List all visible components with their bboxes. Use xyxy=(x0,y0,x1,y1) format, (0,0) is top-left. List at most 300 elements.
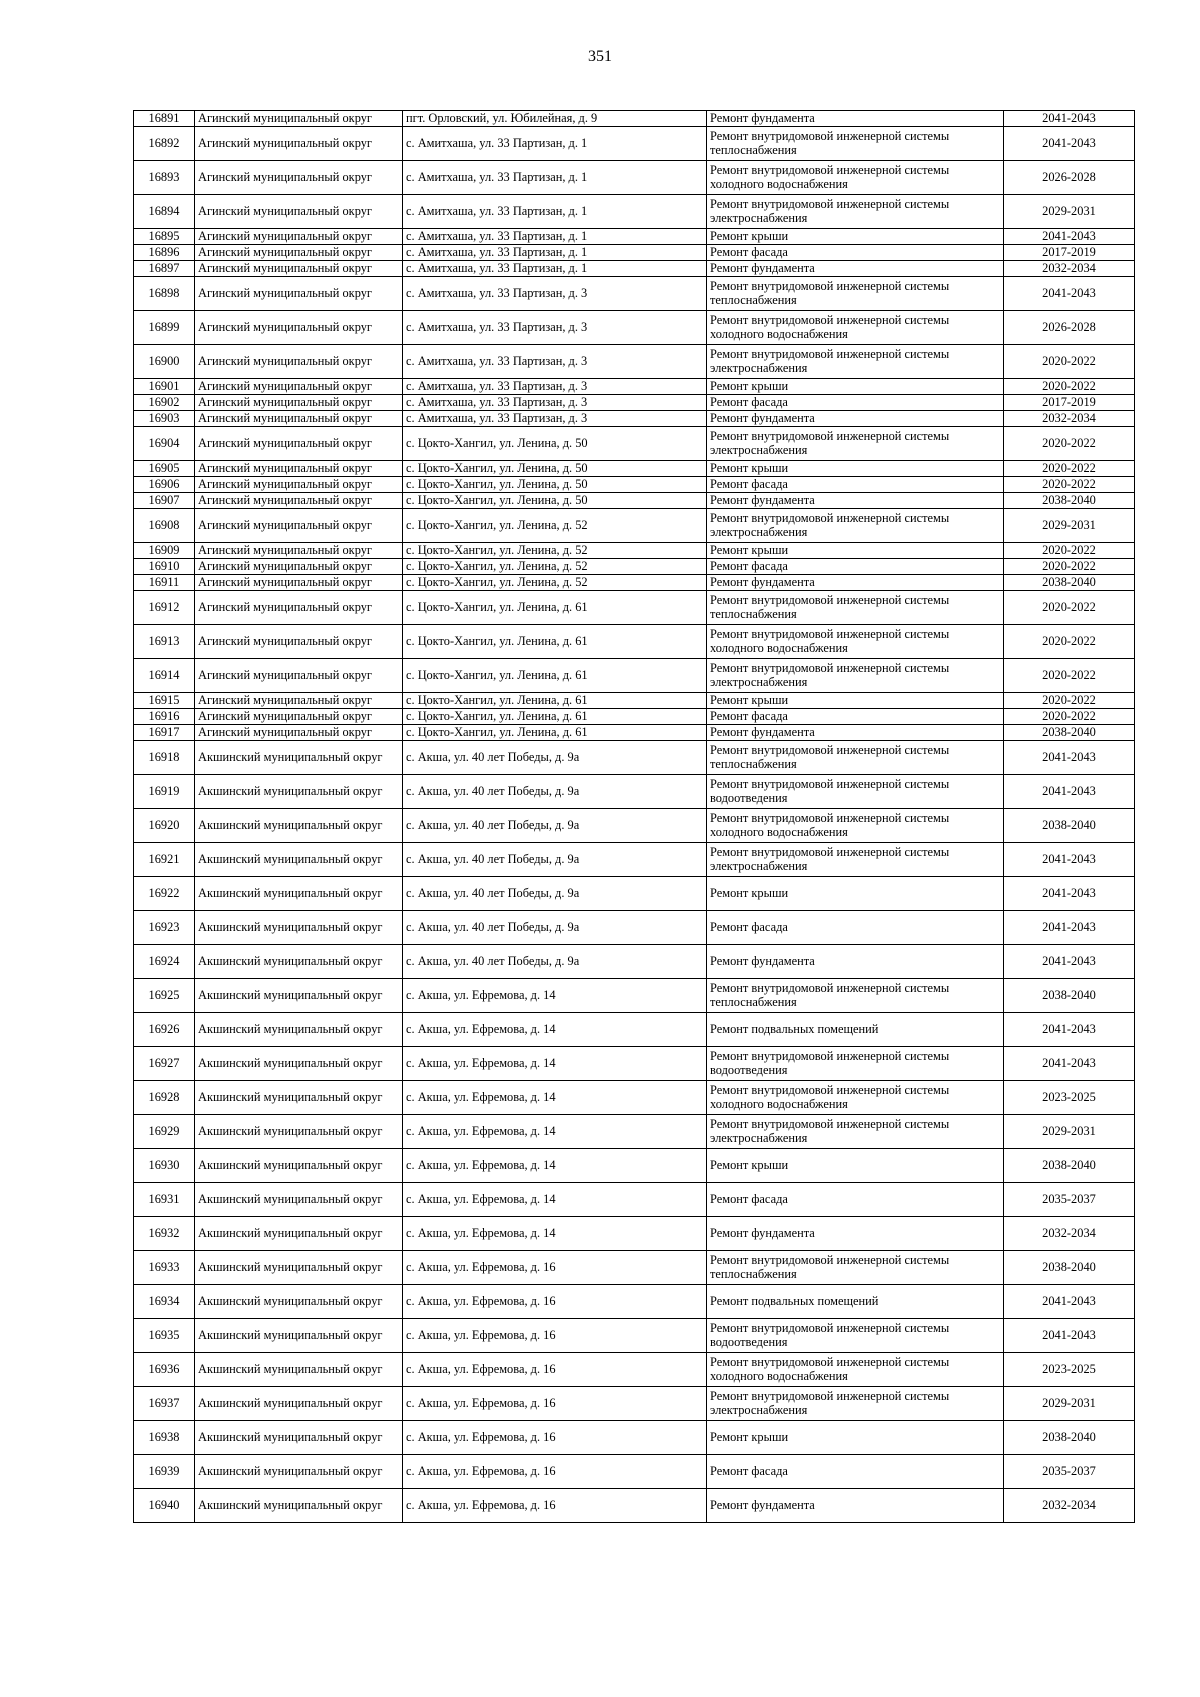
address-cell: с. Амитхаша, ул. 33 Партизан, д. 1 xyxy=(403,127,707,161)
district-cell: Агинский муниципальный округ xyxy=(195,379,403,395)
address-cell: с. Цокто-Хангил, ул. Ленина, д. 61 xyxy=(403,625,707,659)
district-cell: Агинский муниципальный округ xyxy=(195,277,403,311)
work-type-cell: Ремонт крыши xyxy=(707,1421,1004,1455)
address-cell: с. Амитхаша, ул. 33 Партизан, д. 1 xyxy=(403,229,707,245)
table-row xyxy=(134,843,1135,877)
table-row xyxy=(134,877,1135,911)
district-cell: Акшинский муниципальный округ xyxy=(195,1421,403,1455)
period-cell: 2023-2025 xyxy=(1004,1081,1135,1115)
address-cell: с. Акша, ул. Ефремова, д. 16 xyxy=(403,1251,707,1285)
period-cell: 2041-2043 xyxy=(1004,1319,1135,1353)
district-cell: Агинский муниципальный округ xyxy=(195,693,403,709)
work-type-cell: Ремонт фасада xyxy=(707,911,1004,945)
period-cell: 2038-2040 xyxy=(1004,1251,1135,1285)
table-row xyxy=(134,709,1135,725)
row-number: 16924 xyxy=(134,945,195,979)
table-row xyxy=(134,1047,1135,1081)
row-number: 16930 xyxy=(134,1149,195,1183)
period-cell: 2041-2043 xyxy=(1004,843,1135,877)
work-type-cell: Ремонт внутридомовой инженерной системы теплоснабжения xyxy=(707,277,1004,311)
row-number: 16903 xyxy=(134,411,195,427)
work-type-cell: Ремонт фасада xyxy=(707,559,1004,575)
address-cell: с. Цокто-Хангил, ул. Ленина, д. 50 xyxy=(403,477,707,493)
period-cell: 2041-2043 xyxy=(1004,1285,1135,1319)
row-number: 16897 xyxy=(134,261,195,277)
row-number: 16915 xyxy=(134,693,195,709)
work-type-cell: Ремонт крыши xyxy=(707,229,1004,245)
table-row xyxy=(134,277,1135,311)
period-cell: 2041-2043 xyxy=(1004,111,1135,127)
row-number: 16894 xyxy=(134,195,195,229)
address-cell: с. Акша, ул. Ефремова, д. 16 xyxy=(403,1285,707,1319)
period-cell: 2032-2034 xyxy=(1004,261,1135,277)
row-number: 16918 xyxy=(134,741,195,775)
period-cell: 2041-2043 xyxy=(1004,127,1135,161)
row-number: 16919 xyxy=(134,775,195,809)
work-type-cell: Ремонт фасада xyxy=(707,1183,1004,1217)
row-number: 16892 xyxy=(134,127,195,161)
period-cell: 2017-2019 xyxy=(1004,245,1135,261)
district-cell: Агинский муниципальный округ xyxy=(195,411,403,427)
row-number: 16902 xyxy=(134,395,195,411)
address-cell: с. Акша, ул. 40 лет Победы, д. 9а xyxy=(403,945,707,979)
district-cell: Агинский муниципальный округ xyxy=(195,229,403,245)
period-cell: 2038-2040 xyxy=(1004,1149,1135,1183)
row-number: 16937 xyxy=(134,1387,195,1421)
address-cell: с. Амитхаша, ул. 33 Партизан, д. 1 xyxy=(403,161,707,195)
period-cell: 2038-2040 xyxy=(1004,725,1135,741)
address-cell: с. Амитхаша, ул. 33 Партизан, д. 1 xyxy=(403,245,707,261)
table-row xyxy=(134,477,1135,493)
table-row xyxy=(134,161,1135,195)
district-cell: Акшинский муниципальный округ xyxy=(195,1183,403,1217)
district-cell: Агинский муниципальный округ xyxy=(195,261,403,277)
row-number: 16907 xyxy=(134,493,195,509)
address-cell: с. Амитхаша, ул. 33 Партизан, д. 3 xyxy=(403,395,707,411)
district-cell: Агинский муниципальный округ xyxy=(195,709,403,725)
row-number: 16898 xyxy=(134,277,195,311)
row-number: 16914 xyxy=(134,659,195,693)
work-type-cell: Ремонт внутридомовой инженерной системы водоотведения xyxy=(707,775,1004,809)
table-row xyxy=(134,1455,1135,1489)
table-row xyxy=(134,625,1135,659)
period-cell: 2038-2040 xyxy=(1004,575,1135,591)
table-row xyxy=(134,1149,1135,1183)
address-cell: с. Акша, ул. 40 лет Победы, д. 9а xyxy=(403,877,707,911)
row-number: 16936 xyxy=(134,1353,195,1387)
work-type-cell: Ремонт внутридомовой инженерной системы холодного водоснабжения xyxy=(707,809,1004,843)
row-number: 16935 xyxy=(134,1319,195,1353)
period-cell: 2032-2034 xyxy=(1004,411,1135,427)
work-type-cell: Ремонт внутридомовой инженерной системы теплоснабжения xyxy=(707,1251,1004,1285)
address-cell: с. Акша, ул. Ефремова, д. 14 xyxy=(403,1013,707,1047)
table-row xyxy=(134,1285,1135,1319)
address-cell: с. Цокто-Хангил, ул. Ленина, д. 61 xyxy=(403,725,707,741)
table-row xyxy=(134,725,1135,741)
work-type-cell: Ремонт фасада xyxy=(707,477,1004,493)
district-cell: Агинский муниципальный округ xyxy=(195,427,403,461)
period-cell: 2020-2022 xyxy=(1004,591,1135,625)
row-number: 16912 xyxy=(134,591,195,625)
table-row xyxy=(134,395,1135,411)
work-type-cell: Ремонт фундамента xyxy=(707,575,1004,591)
address-cell: с. Акша, ул. Ефремова, д. 14 xyxy=(403,1115,707,1149)
period-cell: 2041-2043 xyxy=(1004,229,1135,245)
table-row xyxy=(134,543,1135,559)
district-cell: Акшинский муниципальный округ xyxy=(195,741,403,775)
period-cell: 2020-2022 xyxy=(1004,625,1135,659)
row-number: 16900 xyxy=(134,345,195,379)
table-row xyxy=(134,1421,1135,1455)
period-cell: 2038-2040 xyxy=(1004,1421,1135,1455)
address-cell: с. Акша, ул. Ефремова, д. 16 xyxy=(403,1489,707,1523)
table-row xyxy=(134,693,1135,709)
row-number: 16910 xyxy=(134,559,195,575)
table-row xyxy=(134,945,1135,979)
row-number: 16899 xyxy=(134,311,195,345)
work-type-cell: Ремонт внутридомовой инженерной системы водоотведения xyxy=(707,1319,1004,1353)
district-cell: Акшинский муниципальный округ xyxy=(195,1319,403,1353)
table-row xyxy=(134,591,1135,625)
period-cell: 2041-2043 xyxy=(1004,277,1135,311)
work-type-cell: Ремонт фасада xyxy=(707,709,1004,725)
table-row xyxy=(134,809,1135,843)
row-number: 16905 xyxy=(134,461,195,477)
work-type-cell: Ремонт внутридомовой инженерной системы холодного водоснабжения xyxy=(707,1081,1004,1115)
address-cell: с. Акша, ул. Ефремова, д. 14 xyxy=(403,1081,707,1115)
table-row xyxy=(134,1081,1135,1115)
address-cell: с. Цокто-Хангил, ул. Ленина, д. 52 xyxy=(403,559,707,575)
address-cell: с. Акша, ул. Ефремова, д. 16 xyxy=(403,1455,707,1489)
work-type-cell: Ремонт подвальных помещений xyxy=(707,1285,1004,1319)
period-cell: 2020-2022 xyxy=(1004,659,1135,693)
district-cell: Агинский муниципальный округ xyxy=(195,625,403,659)
table-row xyxy=(134,1013,1135,1047)
row-number: 16933 xyxy=(134,1251,195,1285)
address-cell: пгт. Орловский, ул. Юбилейная, д. 9 xyxy=(403,111,707,127)
table-row xyxy=(134,1387,1135,1421)
period-cell: 2029-2031 xyxy=(1004,195,1135,229)
district-cell: Агинский муниципальный округ xyxy=(195,245,403,261)
table-row xyxy=(134,575,1135,591)
district-cell: Агинский муниципальный округ xyxy=(195,311,403,345)
address-cell: с. Амитхаша, ул. 33 Партизан, д. 1 xyxy=(403,195,707,229)
period-cell: 2035-2037 xyxy=(1004,1455,1135,1489)
address-cell: с. Акша, ул. 40 лет Победы, д. 9а xyxy=(403,741,707,775)
district-cell: Агинский муниципальный округ xyxy=(195,477,403,493)
district-cell: Акшинский муниципальный округ xyxy=(195,877,403,911)
period-cell: 2038-2040 xyxy=(1004,493,1135,509)
work-type-cell: Ремонт внутридомовой инженерной системы теплоснабжения xyxy=(707,591,1004,625)
table-row xyxy=(134,345,1135,379)
work-type-cell: Ремонт внутридомовой инженерной системы электроснабжения xyxy=(707,1115,1004,1149)
row-number: 16916 xyxy=(134,709,195,725)
period-cell: 2041-2043 xyxy=(1004,1013,1135,1047)
row-number: 16895 xyxy=(134,229,195,245)
row-number: 16926 xyxy=(134,1013,195,1047)
district-cell: Акшинский муниципальный округ xyxy=(195,1115,403,1149)
address-cell: с. Цокто-Хангил, ул. Ленина, д. 61 xyxy=(403,693,707,709)
address-cell: с. Амитхаша, ул. 33 Партизан, д. 1 xyxy=(403,261,707,277)
district-cell: Акшинский муниципальный округ xyxy=(195,1149,403,1183)
district-cell: Агинский муниципальный округ xyxy=(195,345,403,379)
district-cell: Акшинский муниципальный округ xyxy=(195,1353,403,1387)
district-cell: Агинский муниципальный округ xyxy=(195,127,403,161)
table-row xyxy=(134,379,1135,395)
work-type-cell: Ремонт внутридомовой инженерной системы электроснабжения xyxy=(707,659,1004,693)
table-row xyxy=(134,1251,1135,1285)
address-cell: с. Акша, ул. 40 лет Победы, д. 9а xyxy=(403,775,707,809)
row-number: 16911 xyxy=(134,575,195,591)
repair-schedule-table xyxy=(133,110,1135,1523)
district-cell: Акшинский муниципальный округ xyxy=(195,911,403,945)
district-cell: Агинский муниципальный округ xyxy=(195,395,403,411)
table-row xyxy=(134,311,1135,345)
address-cell: с. Амитхаша, ул. 33 Партизан, д. 3 xyxy=(403,379,707,395)
period-cell: 2020-2022 xyxy=(1004,461,1135,477)
address-cell: с. Цокто-Хангил, ул. Ленина, д. 61 xyxy=(403,659,707,693)
district-cell: Акшинский муниципальный округ xyxy=(195,1081,403,1115)
address-cell: с. Амитхаша, ул. 33 Партизан, д. 3 xyxy=(403,345,707,379)
district-cell: Акшинский муниципальный округ xyxy=(195,775,403,809)
period-cell: 2020-2022 xyxy=(1004,379,1135,395)
row-number: 16939 xyxy=(134,1455,195,1489)
period-cell: 2026-2028 xyxy=(1004,311,1135,345)
district-cell: Агинский муниципальный округ xyxy=(195,559,403,575)
row-number: 16938 xyxy=(134,1421,195,1455)
row-number: 16913 xyxy=(134,625,195,659)
table-row xyxy=(134,1115,1135,1149)
table-row xyxy=(134,741,1135,775)
address-cell: с. Цокто-Хангил, ул. Ленина, д. 61 xyxy=(403,709,707,725)
address-cell: с. Акша, ул. Ефремова, д. 16 xyxy=(403,1319,707,1353)
work-type-cell: Ремонт внутридомовой инженерной системы холодного водоснабжения xyxy=(707,161,1004,195)
address-cell: с. Цокто-Хангил, ул. Ленина, д. 52 xyxy=(403,543,707,559)
work-type-cell: Ремонт внутридомовой инженерной системы электроснабжения xyxy=(707,345,1004,379)
work-type-cell: Ремонт фасада xyxy=(707,245,1004,261)
district-cell: Агинский муниципальный округ xyxy=(195,461,403,477)
period-cell: 2029-2031 xyxy=(1004,1115,1135,1149)
row-number: 16917 xyxy=(134,725,195,741)
row-number: 16893 xyxy=(134,161,195,195)
period-cell: 2023-2025 xyxy=(1004,1353,1135,1387)
address-cell: с. Цокто-Хангил, ул. Ленина, д. 50 xyxy=(403,461,707,477)
period-cell: 2020-2022 xyxy=(1004,543,1135,559)
work-type-cell: Ремонт крыши xyxy=(707,877,1004,911)
period-cell: 2029-2031 xyxy=(1004,1387,1135,1421)
district-cell: Акшинский муниципальный округ xyxy=(195,809,403,843)
row-number: 16906 xyxy=(134,477,195,493)
period-cell: 2029-2031 xyxy=(1004,509,1135,543)
table-row xyxy=(134,911,1135,945)
address-cell: с. Акша, ул. Ефремова, д. 14 xyxy=(403,979,707,1013)
table-row xyxy=(134,461,1135,477)
row-number: 16904 xyxy=(134,427,195,461)
work-type-cell: Ремонт внутридомовой инженерной системы электроснабжения xyxy=(707,509,1004,543)
work-type-cell: Ремонт фундамента xyxy=(707,945,1004,979)
work-type-cell: Ремонт фундамента xyxy=(707,1217,1004,1251)
period-cell: 2026-2028 xyxy=(1004,161,1135,195)
period-cell: 2035-2037 xyxy=(1004,1183,1135,1217)
district-cell: Акшинский муниципальный округ xyxy=(195,1217,403,1251)
work-type-cell: Ремонт крыши xyxy=(707,543,1004,559)
table-row xyxy=(134,659,1135,693)
table-row xyxy=(134,1489,1135,1523)
period-cell: 2020-2022 xyxy=(1004,559,1135,575)
address-cell: с. Цокто-Хангил, ул. Ленина, д. 50 xyxy=(403,427,707,461)
period-cell: 2041-2043 xyxy=(1004,945,1135,979)
row-number: 16909 xyxy=(134,543,195,559)
row-number: 16929 xyxy=(134,1115,195,1149)
address-cell: с. Цокто-Хангил, ул. Ленина, д. 61 xyxy=(403,591,707,625)
row-number: 16908 xyxy=(134,509,195,543)
district-cell: Агинский муниципальный округ xyxy=(195,161,403,195)
period-cell: 2020-2022 xyxy=(1004,345,1135,379)
period-cell: 2020-2022 xyxy=(1004,427,1135,461)
table-row xyxy=(134,427,1135,461)
district-cell: Агинский муниципальный округ xyxy=(195,659,403,693)
district-cell: Акшинский муниципальный округ xyxy=(195,1251,403,1285)
address-cell: с. Акша, ул. Ефремова, д. 14 xyxy=(403,1217,707,1251)
district-cell: Агинский муниципальный округ xyxy=(195,111,403,127)
row-number: 16920 xyxy=(134,809,195,843)
table-row xyxy=(134,229,1135,245)
period-cell: 2041-2043 xyxy=(1004,877,1135,911)
work-type-cell: Ремонт внутридомовой инженерной системы электроснабжения xyxy=(707,427,1004,461)
address-cell: с. Акша, ул. 40 лет Победы, д. 9а xyxy=(403,911,707,945)
period-cell: 2032-2034 xyxy=(1004,1217,1135,1251)
period-cell: 2017-2019 xyxy=(1004,395,1135,411)
row-number: 16932 xyxy=(134,1217,195,1251)
district-cell: Агинский муниципальный округ xyxy=(195,543,403,559)
district-cell: Агинский муниципальный округ xyxy=(195,195,403,229)
district-cell: Акшинский муниципальный округ xyxy=(195,1489,403,1523)
row-number: 16922 xyxy=(134,877,195,911)
period-cell: 2020-2022 xyxy=(1004,477,1135,493)
address-cell: с. Акша, ул. Ефремова, д. 14 xyxy=(403,1149,707,1183)
address-cell: с. Акша, ул. 40 лет Победы, д. 9а xyxy=(403,809,707,843)
table-row xyxy=(134,775,1135,809)
work-type-cell: Ремонт внутридомовой инженерной системы теплоснабжения xyxy=(707,741,1004,775)
address-cell: с. Акша, ул. Ефремова, д. 16 xyxy=(403,1353,707,1387)
address-cell: с. Амитхаша, ул. 33 Партизан, д. 3 xyxy=(403,277,707,311)
row-number: 16934 xyxy=(134,1285,195,1319)
address-cell: с. Акша, ул. 40 лет Победы, д. 9а xyxy=(403,843,707,877)
table-row xyxy=(134,1353,1135,1387)
district-cell: Агинский муниципальный округ xyxy=(195,575,403,591)
address-cell: с. Акша, ул. Ефремова, д. 16 xyxy=(403,1421,707,1455)
table-row xyxy=(134,509,1135,543)
work-type-cell: Ремонт внутридомовой инженерной системы теплоснабжения xyxy=(707,127,1004,161)
district-cell: Акшинский муниципальный округ xyxy=(195,1013,403,1047)
work-type-cell: Ремонт подвальных помещений xyxy=(707,1013,1004,1047)
table-row xyxy=(134,111,1135,127)
district-cell: Акшинский муниципальный округ xyxy=(195,1047,403,1081)
work-type-cell: Ремонт крыши xyxy=(707,693,1004,709)
row-number: 16940 xyxy=(134,1489,195,1523)
district-cell: Акшинский муниципальный округ xyxy=(195,843,403,877)
row-number: 16901 xyxy=(134,379,195,395)
work-type-cell: Ремонт фундамента xyxy=(707,1489,1004,1523)
district-cell: Агинский муниципальный округ xyxy=(195,493,403,509)
row-number: 16921 xyxy=(134,843,195,877)
work-type-cell: Ремонт внутридомовой инженерной системы холодного водоснабжения xyxy=(707,311,1004,345)
table-row xyxy=(134,195,1135,229)
work-type-cell: Ремонт внутридомовой инженерной системы электроснабжения xyxy=(707,843,1004,877)
table-row xyxy=(134,1217,1135,1251)
table-row xyxy=(134,245,1135,261)
table-row xyxy=(134,261,1135,277)
work-type-cell: Ремонт фундамента xyxy=(707,725,1004,741)
table-row xyxy=(134,127,1135,161)
work-type-cell: Ремонт внутридомовой инженерной системы холодного водоснабжения xyxy=(707,1353,1004,1387)
period-cell: 2041-2043 xyxy=(1004,775,1135,809)
work-type-cell: Ремонт фундамента xyxy=(707,493,1004,509)
row-number: 16927 xyxy=(134,1047,195,1081)
work-type-cell: Ремонт внутридомовой инженерной системы водоотведения xyxy=(707,1047,1004,1081)
period-cell: 2020-2022 xyxy=(1004,693,1135,709)
table-row xyxy=(134,411,1135,427)
district-cell: Агинский муниципальный округ xyxy=(195,725,403,741)
row-number: 16896 xyxy=(134,245,195,261)
address-cell: с. Цокто-Хангил, ул. Ленина, д. 50 xyxy=(403,493,707,509)
work-type-cell: Ремонт фасада xyxy=(707,395,1004,411)
work-type-cell: Ремонт фундамента xyxy=(707,261,1004,277)
address-cell: с. Амитхаша, ул. 33 Партизан, д. 3 xyxy=(403,411,707,427)
table-row xyxy=(134,559,1135,575)
work-type-cell: Ремонт крыши xyxy=(707,1149,1004,1183)
period-cell: 2038-2040 xyxy=(1004,979,1135,1013)
period-cell: 2041-2043 xyxy=(1004,911,1135,945)
work-type-cell: Ремонт крыши xyxy=(707,379,1004,395)
district-cell: Акшинский муниципальный округ xyxy=(195,1285,403,1319)
work-type-cell: Ремонт крыши xyxy=(707,461,1004,477)
address-cell: с. Акша, ул. Ефремова, д. 16 xyxy=(403,1387,707,1421)
row-number: 16928 xyxy=(134,1081,195,1115)
district-cell: Агинский муниципальный округ xyxy=(195,591,403,625)
district-cell: Акшинский муниципальный округ xyxy=(195,1387,403,1421)
table-row xyxy=(134,1319,1135,1353)
address-cell: с. Цокто-Хангил, ул. Ленина, д. 52 xyxy=(403,575,707,591)
district-cell: Акшинский муниципальный округ xyxy=(195,945,403,979)
work-type-cell: Ремонт внутридомовой инженерной системы электроснабжения xyxy=(707,195,1004,229)
period-cell: 2020-2022 xyxy=(1004,709,1135,725)
work-type-cell: Ремонт внутридомовой инженерной системы электроснабжения xyxy=(707,1387,1004,1421)
address-cell: с. Акша, ул. Ефремова, д. 14 xyxy=(403,1047,707,1081)
row-number: 16931 xyxy=(134,1183,195,1217)
work-type-cell: Ремонт внутридомовой инженерной системы холодного водоснабжения xyxy=(707,625,1004,659)
work-type-cell: Ремонт внутридомовой инженерной системы теплоснабжения xyxy=(707,979,1004,1013)
period-cell: 2032-2034 xyxy=(1004,1489,1135,1523)
page-number: 351 xyxy=(588,48,612,65)
address-cell: с. Акша, ул. Ефремова, д. 14 xyxy=(403,1183,707,1217)
table-row xyxy=(134,493,1135,509)
row-number: 16891 xyxy=(134,111,195,127)
table-row xyxy=(134,1183,1135,1217)
work-type-cell: Ремонт фундамента xyxy=(707,411,1004,427)
row-number: 16923 xyxy=(134,911,195,945)
period-cell: 2041-2043 xyxy=(1004,741,1135,775)
work-type-cell: Ремонт фасада xyxy=(707,1455,1004,1489)
table-row xyxy=(134,979,1135,1013)
district-cell: Агинский муниципальный округ xyxy=(195,509,403,543)
period-cell: 2041-2043 xyxy=(1004,1047,1135,1081)
district-cell: Акшинский муниципальный округ xyxy=(195,1455,403,1489)
row-number: 16925 xyxy=(134,979,195,1013)
address-cell: с. Цокто-Хангил, ул. Ленина, д. 52 xyxy=(403,509,707,543)
period-cell: 2038-2040 xyxy=(1004,809,1135,843)
district-cell: Акшинский муниципальный округ xyxy=(195,979,403,1013)
